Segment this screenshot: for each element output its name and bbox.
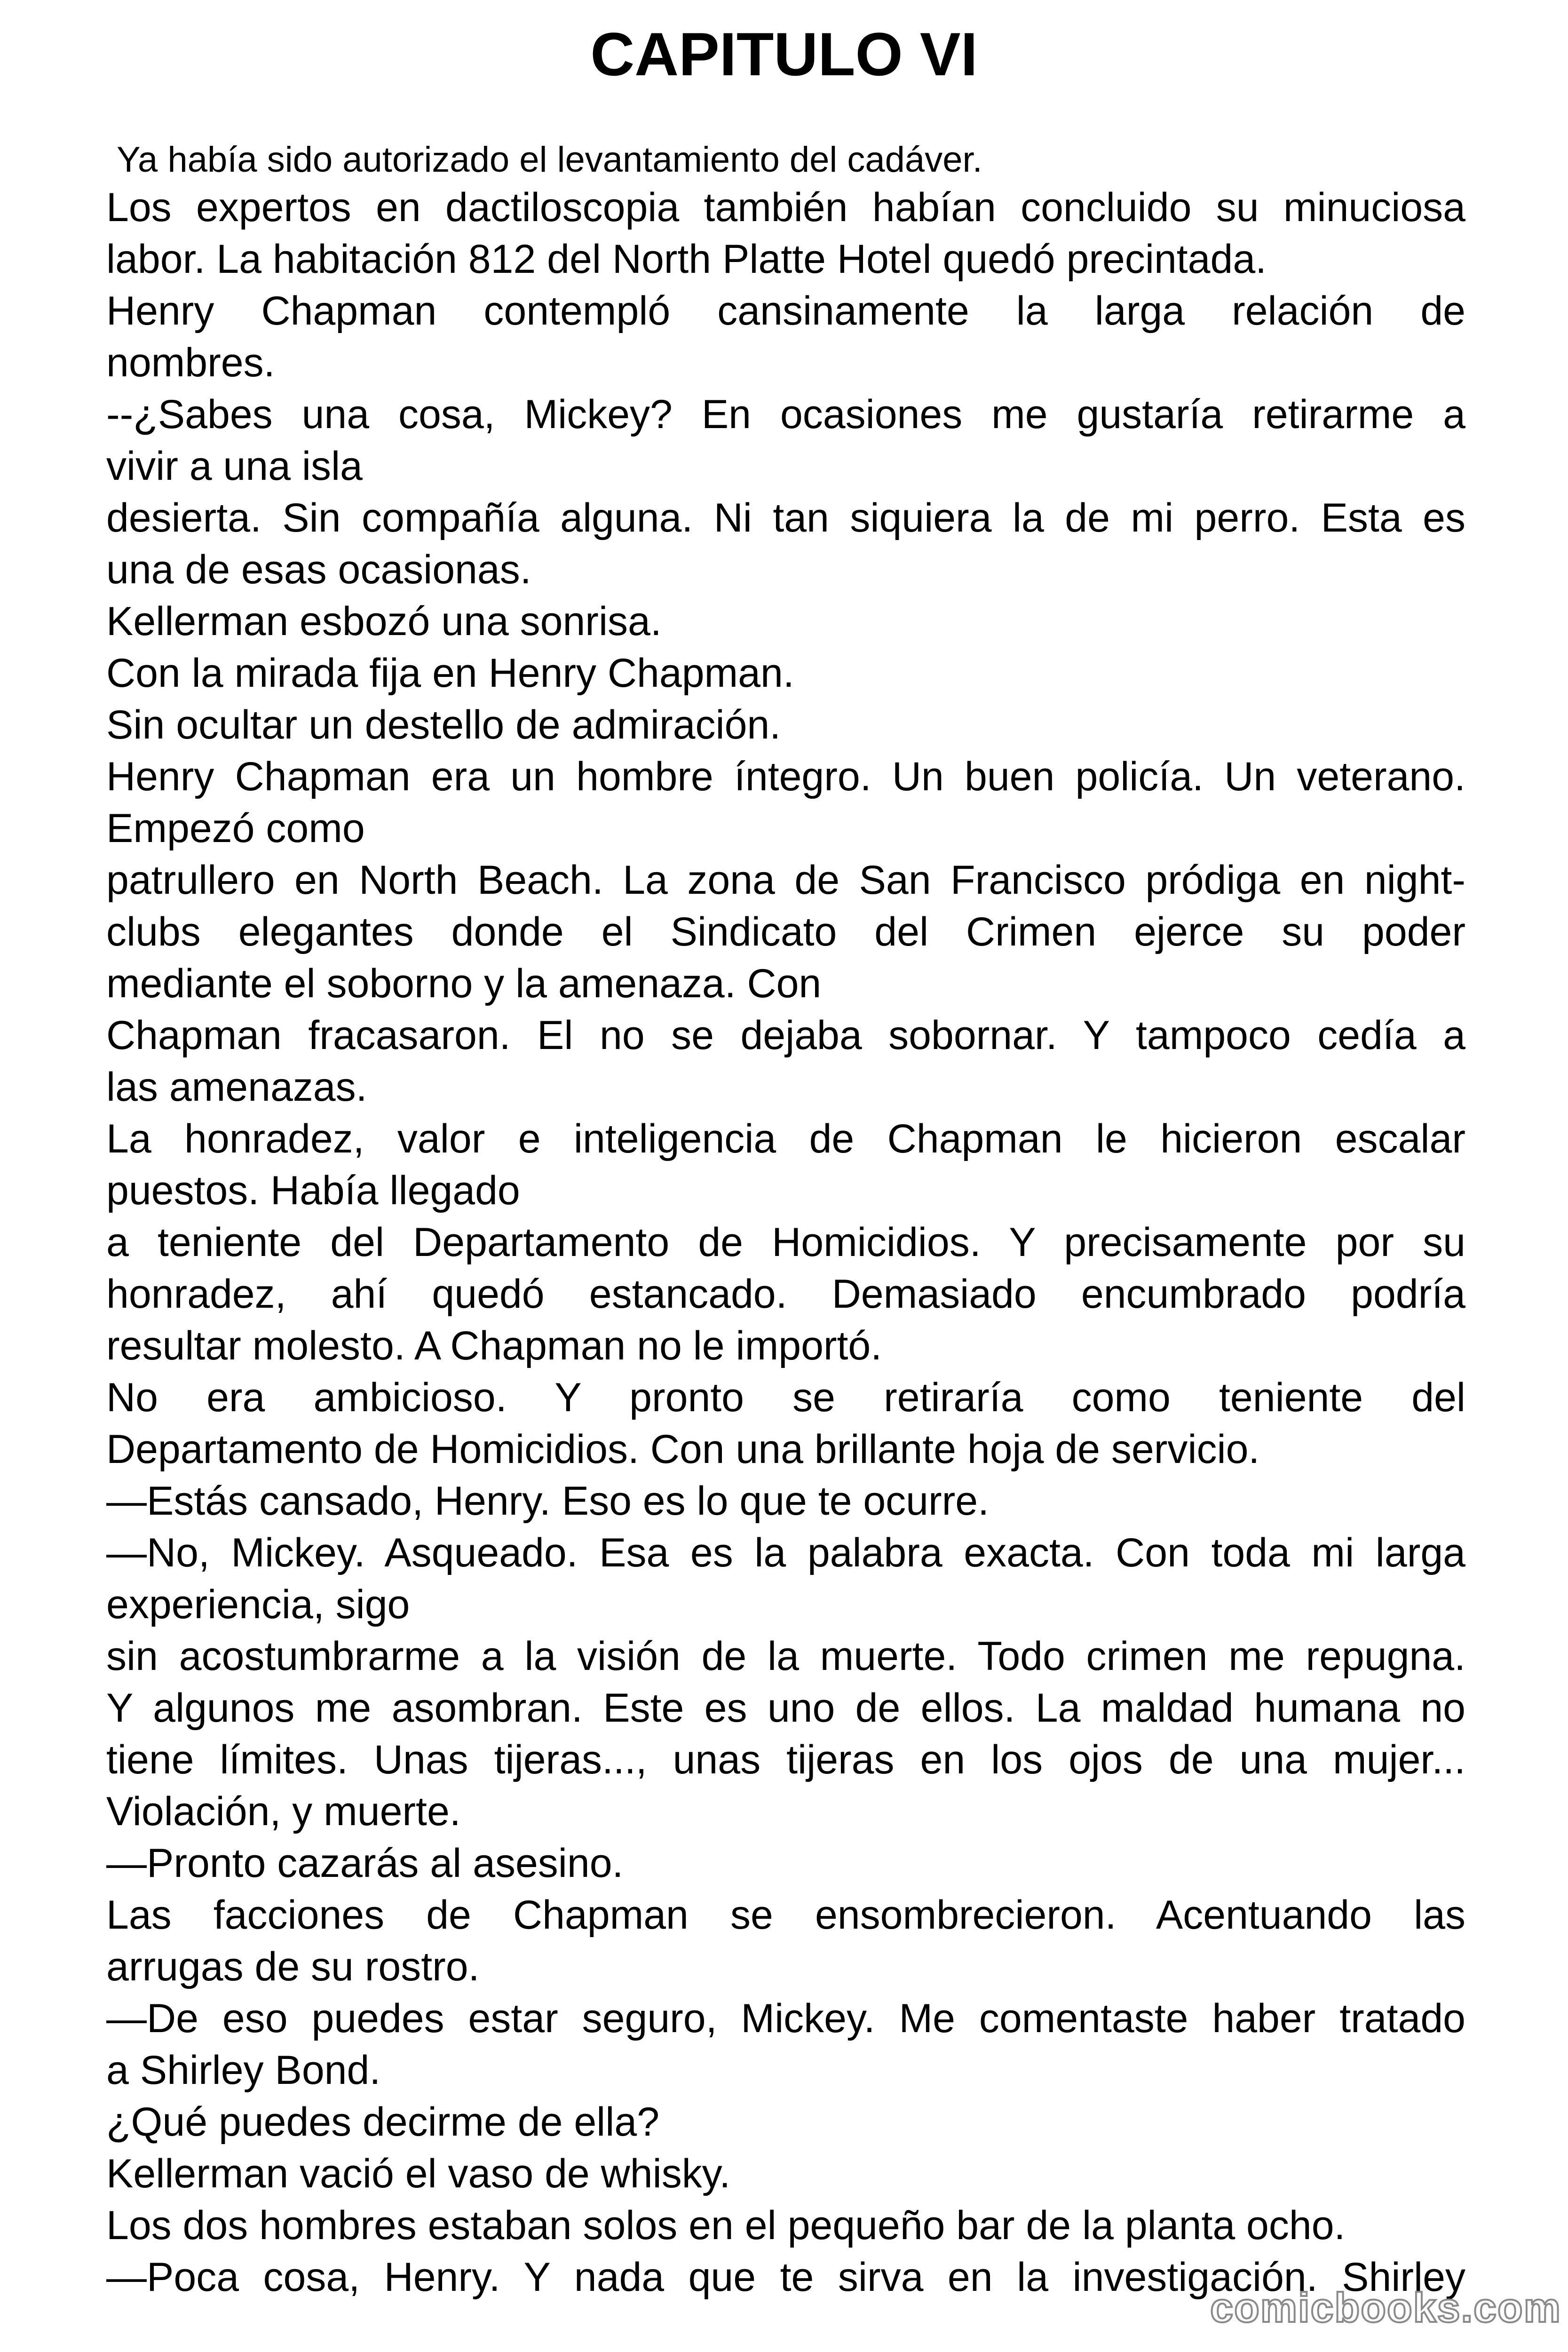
text-line: —De eso puedes estar seguro, Mickey. Me comentaste haber tratado [106,1996,1465,2041]
text-line: No era ambicioso. Y pronto se retiraría como teniente del [106,1375,1465,1420]
text-line: resultar molesto. A Chapman no le importó. [106,1323,882,1368]
text-line: Violación, y muerte. [106,1789,461,1834]
text-line: —No, Mickey. Asqueado. Esa es la palabra exacta. Con toda mi larga [106,1530,1465,1575]
text-line: mediante el soborno y la amenaza. Con [106,961,822,1006]
text-line: a teniente del Departamento de Homicidios. Y precisamente por su [106,1220,1465,1265]
text-line: Henry Chapman contempló cansinamente la larga relación de [106,288,1465,334]
text-line: Kellerman esbozó una sonrisa. [106,599,662,644]
text-line: Henry Chapman era un hombre íntegro. Un buen policía. Un veterano. [106,754,1465,799]
text-line: --¿Sabes una cosa, Mickey? En ocasiones me gustaría retirarme a [106,392,1465,437]
text-line: honradez, ahí quedó estancado. Demasiado encumbrado podría [106,1271,1465,1317]
text-line: experiencia, sigo [106,1582,410,1627]
watermark-logo: comicbooks.com [1210,2284,1561,2331]
text-line: vivir a una isla [106,444,363,489]
text-line: puestos. Había llegado [106,1168,520,1213]
text-line: Empezó como [106,806,365,851]
body-text [106,182,1465,2303]
text-line: —Pronto cazarás al asesino. [106,1841,624,1886]
text-line: clubs elegantes donde el Sindicato del Crimen ejerce su poder [106,909,1465,954]
text-line: Chapman fracasaron. El no se dejaba sobornar. Y tampoco cedía a [106,1013,1465,1058]
text-line: arrugas de su rostro. [106,1944,480,1989]
text-line: Las facciones de Chapman se ensombrecieron. Acentuando las [106,1892,1465,1938]
text-line: labor. La habitación 812 del North Platte Hotel quedó precintada. [106,237,1267,282]
text-line: Los dos hombres estaban solos en el pequeño bar de la planta ocho. [106,2203,1346,2248]
text-line: —Poca cosa, Henry. Y nada que te sirva en la investigación. Shirley [106,2255,1465,2300]
text-line: Kellerman vació el vaso de whisky. [106,2151,731,2196]
text-line: a Shirley Bond. [106,2048,381,2093]
text-line: Sin ocultar un destello de admiración. [106,702,781,747]
text-line: una de esas ocasionas. [106,547,531,592]
text-line: Los expertos en dactiloscopia también habían concluido su minuciosa [106,185,1465,230]
text-line: Con la mirada fija en Henry Chapman. [106,651,794,696]
text-line: Departamento de Homicidios. Con una brillante hoja de servicio. [106,1427,1260,1472]
text-line: Y algunos me asombran. Este es uno de ellos. La maldad humana no [106,1685,1465,1731]
chapter-title: CAPITULO VI [590,20,978,88]
text-line: tiene límites. Unas tijeras..., unas tijeras en los ojos de una mujer... [106,1737,1465,1782]
lead-line: Ya había sido autorizado el levantamiento del cadáver. [117,140,982,180]
text-line: —Estás cansado, Henry. Eso es lo que te ocurre. [106,1478,990,1524]
text-line: sin acostumbrarme a la visión de la muerte. Todo crimen me repugna. [106,1634,1465,1679]
text-line: La honradez, valor e inteligencia de Chapman le hicieron escalar [106,1116,1465,1161]
text-line: desierta. Sin compañía alguna. Ni tan siquiera la de mi perro. Esta es [106,495,1465,540]
text-line: patrullero en North Beach. La zona de San Francisco pródiga en night- [106,858,1465,903]
text-line: las amenazas. [106,1065,367,1110]
text-line: nombres. [106,340,275,385]
text-line: ¿Qué puedes decirme de ella? [106,2099,660,2145]
